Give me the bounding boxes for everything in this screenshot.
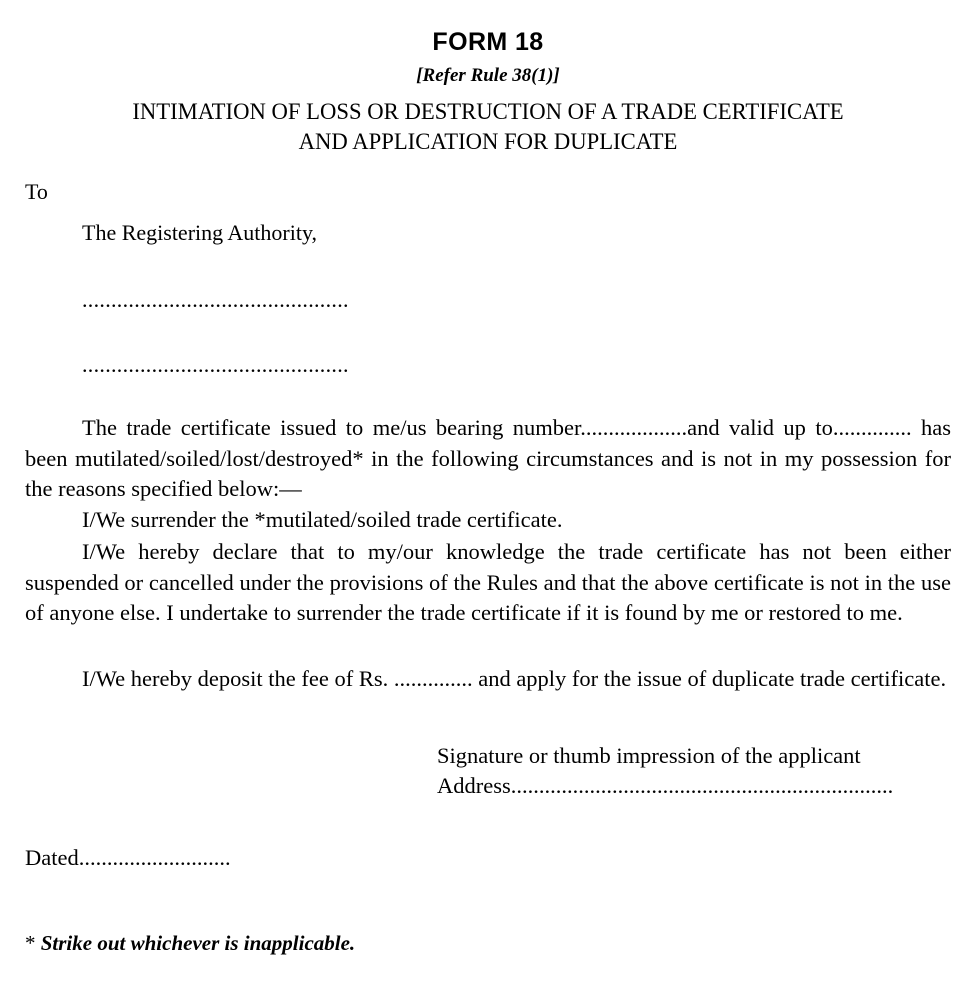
form-rule-reference: [Refer Rule 38(1)] (416, 64, 560, 86)
address-field[interactable]: Address.................................................................... (437, 773, 894, 799)
signature-block (25, 694, 951, 800)
deposit-paragraph: I/We hereby deposit the fee of Rs. .............. and apply for the issue of duplicate trade certificate. (82, 666, 947, 692)
footnote-marker: * (25, 931, 41, 956)
form-heading-line-1: INTIMATION OF LOSS OR DESTRUCTION OF A TRADE CERTIFICATE (132, 99, 844, 126)
addressee-authority: The Registering Authority, (82, 219, 318, 245)
dated-field[interactable]: Dated........................... (25, 844, 231, 870)
addressee-to-label: To (25, 178, 48, 204)
declaration-paragraph: I/We hereby declare that to my/our knowledge the trade certificate has not been either suspended or cancelled under the provisions of the Rules and that the above certificate is not in the use of anyone else. I undertake to surrender the trade certificate if it is found by me or restored to me. (25, 539, 951, 625)
addressee-blank-line-1[interactable]: .............................................. (82, 286, 349, 312)
surrender-paragraph: I/We surrender the *mutilated/soiled trade certificate. (82, 507, 563, 533)
form-heading-line-2: AND APPLICATION FOR DUPLICATE (298, 129, 678, 155)
addressee-blank-line-2[interactable]: .............................................. (82, 352, 349, 378)
form-heading (41, 86, 935, 157)
footnote-text: Strike out whichever is inapplicable. (40, 931, 356, 956)
certificate-paragraph: The trade certificate issued to me/us bearing number...................and valid up to.............. has been mutilated/soiled/lost/destroyed* in the following circumstances and is not in my possession for the reasons specified below:— (25, 415, 951, 501)
form-title: FORM 18 (432, 28, 544, 56)
footnote (25, 870, 951, 955)
signature-label: Signature or thumb impression of the applicant (437, 743, 861, 769)
